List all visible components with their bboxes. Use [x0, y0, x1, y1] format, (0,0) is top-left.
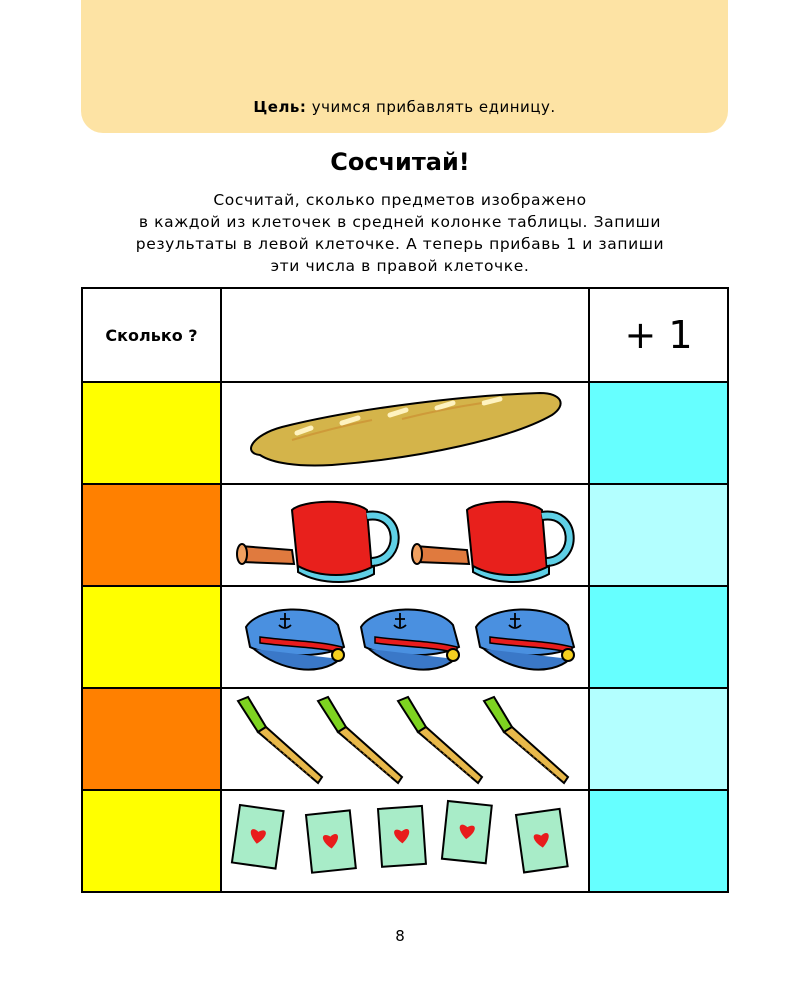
- header-empty-cell: [221, 288, 589, 382]
- plus-one-answer-cell[interactable]: [589, 586, 728, 688]
- count-answer-cell[interactable]: [82, 586, 221, 688]
- file-icon: [238, 697, 322, 783]
- goal-line: [81, 98, 728, 116]
- table-row: [82, 484, 728, 586]
- instruction-line: эти числа в правой клеточке.: [270, 257, 530, 275]
- count-answer-cell[interactable]: [82, 688, 221, 790]
- count-answer-cell[interactable]: [82, 484, 221, 586]
- plus-one-answer-cell[interactable]: [589, 382, 728, 484]
- count-answer-cell[interactable]: [82, 382, 221, 484]
- file-icon: [398, 697, 482, 783]
- page-title: Сосчитай!: [330, 148, 470, 176]
- plus-one-answer-cell[interactable]: [589, 688, 728, 790]
- picture-cell: [221, 688, 589, 790]
- counting-table: [81, 287, 729, 893]
- captain-cap-icon: [361, 609, 459, 669]
- table-header-row: [82, 288, 728, 382]
- table-row: [82, 586, 728, 688]
- playing-card-icon: [378, 806, 426, 867]
- playing-card-icon: [232, 805, 284, 869]
- plus-one-answer-cell[interactable]: [589, 790, 728, 892]
- instructions: [70, 189, 730, 277]
- goal-label: Цель:: [253, 98, 307, 116]
- watering-can-icon: [237, 502, 395, 582]
- file-icon: [484, 697, 568, 783]
- playing-card-icon: [442, 801, 492, 863]
- playing-card-icon: [516, 809, 568, 873]
- playing-card-icon: [306, 810, 356, 872]
- goal-text: учимся прибавлять единицу.: [311, 98, 556, 116]
- table-row: [82, 790, 728, 892]
- picture-cell: [221, 790, 589, 892]
- picture-cell: [221, 382, 589, 484]
- picture-cell: [221, 484, 589, 586]
- bread-icon: [251, 393, 561, 466]
- page-number: 8: [395, 927, 405, 945]
- captain-cap-icon: [476, 609, 574, 669]
- watering-can-icon: [412, 502, 570, 582]
- instruction-line: в каждой из клеточек в средней колонке таблицы. Запиши: [138, 213, 662, 231]
- plus-one-answer-cell[interactable]: [589, 484, 728, 586]
- header-count-cell: Сколько ?: [82, 288, 221, 382]
- picture-cell: [221, 586, 589, 688]
- header-plus-one-cell: + 1: [589, 288, 728, 382]
- table-row: [82, 688, 728, 790]
- instruction-line: Сосчитай, сколько предметов изображено: [213, 191, 587, 209]
- captain-cap-icon: [246, 609, 344, 669]
- instruction-line: результаты в левой клеточке. А теперь прибавь 1 и запиши: [135, 235, 665, 253]
- count-answer-cell[interactable]: [82, 790, 221, 892]
- file-icon: [318, 697, 402, 783]
- table-row: [82, 382, 728, 484]
